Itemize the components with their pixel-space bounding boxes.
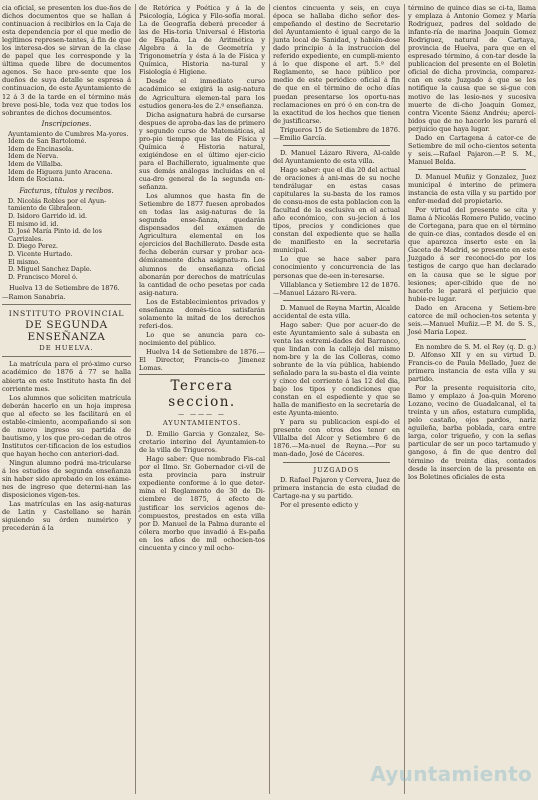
institute-paragraph: La matrícula para el pró-ximo curso académico de 1876 á 77 se halla abierta en este Instituto hasta fin del corriente mes.	[2, 360, 131, 393]
notice-paragraph: Por virtud del presente se cita y llama á Nicolás Romero Pulido, vecino de Cortegana, para que en el término de quin-ce dias, contados desde el en que aparezca inserto este en la Gaceta de Madrid, se presente en este Juzgado á ser reconoci-do por los testigos de cargo que han declarado en la causa que se le sigue por lesiones; aper-cibido que de no hacerlo le parará el perjuicio que hubie-re lugar.	[408, 206, 536, 303]
institute-title: INSTITUTO PROVINCIAL	[8, 309, 125, 319]
institute-paragraph: Los alumnos que hasta fin de Setiembre de 1877 fuesen aprobados en todas las asig-naturas de la segunda ense-ñanza, quedarán dispensados del exámen de Agricultura elemental en los ejercicios del Bachillerato. Desde esta fecha deberán cursar y probar aca-démicamente dicha asignatu-ra. Los alumnos de enseñanza oficial abonarán por derechos de matrículas la cantidad de ocho pesetas por cada asig-natura.	[139, 192, 265, 297]
section-subtitle: AYUNTAMIENTOS.	[162, 419, 242, 428]
notice-signature: —Ramon Sanabria.	[2, 293, 66, 302]
notice-heading: D. Emilio Garcia y Gonzalez, Se-cretario interino del Ayuntamien-to de la villa de Trigueros.	[139, 430, 265, 455]
section-title: Tercera seccion.	[168, 378, 236, 411]
list-item: D. Isidoro Garrido id. id.	[8, 212, 88, 220]
notice-heading: D. Manuel Lázaro Rivera, Al-calde del Ayuntamiento de esta villa.	[273, 148, 400, 165]
notice-paragraph: término de quince dias se ci-ta, llama y emplaza á Antonio Gomez y María Rodriguez, padres del soldado de infante-ría de marina Joaquin Gomez Rodriguez, natural de Cartaya, provincia de Huelva, para que en el espresado término, á con-tar desde la publicacion del presente en el Boletin oficial de dicha provincia, comparez-can en este Juzgado á que se les notifique la causa que se si-gue con motivo de las lesio-nes y sucesiva muerte de di-cho Joaquin Gomez, contra Vicente Sáenz Andréu; aperci-bidos que de no hacerlo les parará el perjuicio que haya lugar.	[408, 4, 536, 133]
list-item: Idem de Encinasola.	[8, 144, 74, 153]
notice-paragraph: cientos cincuenta y seis, en cuya época se hallaba dicho señor des-empeñando el destino de Secretario del Ayuntamiento é igual cargo de la junta local de Sanidad, y habién-dose dado principio á la instruccion del referido expediente, en cumpli-miento á lo que dispone el art. 5.º del Reglamento, se hace público por medio de este periódico oficial á fin de que en el término de ocho días puedan presentarse los oportu-nas reclamaciones en pró ó en con-tra de la exactitud de los hechos que tienen de justificarse.	[273, 4, 400, 125]
column-divider	[404, 4, 405, 794]
institute-paragraph: Lo que se anuncia para co-nocimiento del público.	[139, 330, 265, 347]
notice-paragraph: Por la presente requisitoria cito, llamo y emplazo á Joa-quin Moreno Lozano, vecino de Guadalcanal, el ta treinta y un años, estatura cumplida, pelo castaño, ojos pardos, nariz aguileña, barba poblada, cara entre larga, color trigueño, y con la señas particular de ser un poco tartamudo y gangoso, á fin de que dentro del término de treinta dias, contados desde la insercion de la presente en los Boletines oficiales de esta	[408, 384, 536, 481]
list-item: D. Miguel Sanchez Daple.	[8, 265, 92, 274]
watermark-logo: Ayuntamiento	[370, 762, 532, 786]
notice-date: Huelva 13 de Setiembre de 1876.	[9, 284, 120, 293]
list-item: Idem de Rociana.	[8, 175, 65, 184]
notice-heading: En nombre de S. M. el Rey (q. D. g.) D. Alfonso XII y en su virtud D. Francis-co de Paula Mellado, Juez de primera instancia de esta villa y su partido.	[408, 342, 536, 384]
list-item: Idem de Villalba.	[8, 160, 63, 169]
institute-location: DE HUELVA.	[39, 344, 94, 353]
notice-paragraph: Hago saber: que el dia 20 del actual de oraciones á ani-mas de su noche tendrálugar en estas casas capitulares la su-basta de los ramos de consu-mos de esta poblacion con la facultad de la esclusiva en el actual año económico, con su-jecion á los tipos, precios y condiciones que constan del expediente que se halla de manifiesto en la secretaria municipal.	[273, 165, 400, 255]
inscripciones-heading: Inscripciones.	[41, 119, 92, 128]
notice-paragraph: Por el presente edicto y	[280, 500, 359, 509]
notice-divider	[283, 462, 390, 463]
institute-signature: Huelva 14 de Setiembre de 1876.—El Director, Francis-co Jimenez Lomas.	[139, 347, 265, 373]
list-item: El mismo id. id.	[8, 219, 59, 228]
column-1	[0, 0, 133, 800]
notice-heading: D. Manuel Muñiz y Gonzalez, Juez municipal é interino de primera instancia de esta villa y su partido por enfer-medad del propietario.	[408, 172, 536, 206]
list-item: D. Nicolás Robles por el Ayun-tamiento de Gibraleon.	[8, 196, 107, 213]
juzgados-heading: JUZGADOS	[313, 465, 360, 474]
institute-paragraph: Dicha asignatura habrá de cursarse despues de aproba-das las de primero y segundo curso de Matemáticas, al pro-pio tiempo que las de Física y Química é Historia natural, exigiéndose en el último ejer-cicio para el Bachillerato, igualmente que sus demás análogas incluidas en el cua-dro general de la segunda en-señanza.	[139, 110, 265, 192]
column-4	[406, 0, 538, 800]
notice-divider	[283, 145, 390, 146]
list-item: El mismo.	[8, 257, 40, 266]
list-item: D. Francisco Morel ó.	[8, 272, 78, 281]
notice-heading: D. Rafael Pajaron y Cervera, Juez de primera instancia de esta ciudad de Cartage-na y su partido.	[273, 475, 400, 500]
column-divider	[269, 4, 270, 794]
notice-signature: Dado en Cartagena á cator-ce de Setiembre de mil ocho-cientos setenta y seis.—Rafael Pajaron.—P. S. M., Manuel Belda.	[408, 133, 536, 166]
notice-heading: D. Manuel de Reyna Martin, Alcalde accidental de esta villa.	[273, 303, 400, 320]
list-item: D. José María Pinto id. de los Carrizales.	[8, 227, 102, 243]
intro-paragraph: cia oficial, se presenten los due-ños de dichos documentos que se hallan á continuacion á recibirlos en la Caja de esta dependencia por el que medio de legítimos represen-tantes, á fin de que los interesa-dos se sirvan de la clase de papel que les corresponde y la última quede libre de documentos agenos. Se hace pre-sente que los dueños de suya detalle se espresa á continuacion, de este Ayuntamiento de 12 á 3 de la tarde en el término más breve posi-ble, toda vez que todos los sobrantes de dichos documentos.	[2, 4, 131, 117]
notice-paragraph: Lo que se hace saber para conocimiento y concurrencia de las personas que de-een in-teresarse.	[273, 255, 400, 280]
institute-paragraph: Ningun alumno podrá ma-tricularse á los estudios de segunda enseñanza sin haber sido aprobado en los exáme-nes de ingreso que determi-nan las disposiciones vigen-tes.	[2, 459, 131, 500]
notice-signature: Villablanca y Setiembre 12 de 1876.—Manuel Lázaro Ri-vera.	[273, 280, 400, 297]
institute-paragraph: Los de Establecimientos privados y enseñanza domés-tica satisfarán solamente la mitad de los derechos referi-dos.	[139, 297, 265, 330]
notice-signature: Trigueros 15 de Setiembre de 1876.—Emilio García.	[273, 125, 400, 142]
column-3	[271, 0, 402, 800]
column-2	[137, 0, 267, 800]
institute-header	[2, 304, 131, 357]
institute-paragraph: Las matrículas en las asig-naturas de Latin y Castellano se harán siguiendo su órden numérico y precederán á la	[2, 500, 131, 533]
list-item: Ayuntamiento de Cumbres Ma-yores.	[8, 129, 129, 138]
column-divider	[135, 4, 136, 794]
notice-divider	[418, 339, 526, 340]
notice-paragraph: Hago saber: Que nombrado Fis-cal por el Ilmo. Sr. Gobernador ci-vil de esta provincia para instruir expediente conforme á lo que deter-mina el Reglamento de 30 de Di-ciembre de 1875, á efecto de justificar los servicios agenos de-compuestos, prestados en esta villa por D. Manuel de la Palma durante el cólera morbo que invadió á Es-paña en los años de mil ochocien-tos cincuenta y cinco y mil ocho-	[139, 455, 265, 552]
facturas-heading: Facturas, títulos y recibos.	[19, 186, 114, 195]
section-ornament: — ——— —	[178, 411, 226, 419]
list-item: D. Vicente Hurtado.	[8, 249, 73, 258]
institute-paragraph: Los alumnos que soliciten matrícula deberán hacerlo en un hoja impresa que al efecto se les facilitará en el estable-cimiento, acompañando si son de nuevo ingreso su partida de bautismo, y los que pro-cedan de otros Institutos cer-tificacion de los estudios que hayan hecho con anteriori-dad.	[2, 393, 131, 458]
notice-paragraph: Hago saber: Que por acuer-do de este Ayuntamiento sale á subasta en venta las estremi-dades del Barranco, que lindan con la calleja del mismo nom-bre y la de las Colleras, como sobrante de la vía pública, habiendo señalado para la su-basta el dia veinte y cinco del corriente á las 12 del dia, bajo los tipos y condiciones que constan en el espediente y que se halla de manifiesto en la secretaría de este Ayunta-miento.	[273, 320, 400, 418]
section-divider	[139, 374, 265, 375]
institute-paragraph: de Retórica y Poética y á la de Psicología, Lógica y Filo-sofía moral. La de Geografía deberá preceder á las de His-toria Universal é Historia de España. La de Aritmética y Algebra á la de Geometría y Trigonometría y ésta á la de Física y Química, Historia na-tural y Fisiología é Higiene.	[139, 4, 265, 77]
list-item: Idem de San Bartolomé.	[8, 137, 87, 146]
list-item: D. Diego Perez.	[8, 242, 58, 251]
notice-divider	[418, 169, 526, 170]
list-item: Idem de Nerva.	[8, 152, 59, 161]
institute-subtitle: DE SEGUNDA ENSEÑANZA	[25, 319, 108, 344]
notice-signature: Dado en Aracena y Setiem-bre catorce de mil ochocien-tos setenta y seis.—Manuel Muñiz.—P. M. de S. S., José Maria Lopez.	[408, 303, 536, 336]
notice-divider	[283, 300, 390, 301]
list-item: Idem de Higuera junto Aracena.	[8, 167, 113, 176]
institute-paragraph: Desde el inmediato curso académico se exigirá la asig-natura de Agricultura elemen-tal para los estudios genera-les de 2.º enseñanza.	[139, 77, 265, 110]
notice-paragraph: Y para su publicacion espi-do el presente con otros dos tenor en Villalba del Alcor y Setiembre 6 de 1876.—Ma-nuel de Reyna.—Por su man-dado, José de Cáceres.	[273, 418, 400, 459]
